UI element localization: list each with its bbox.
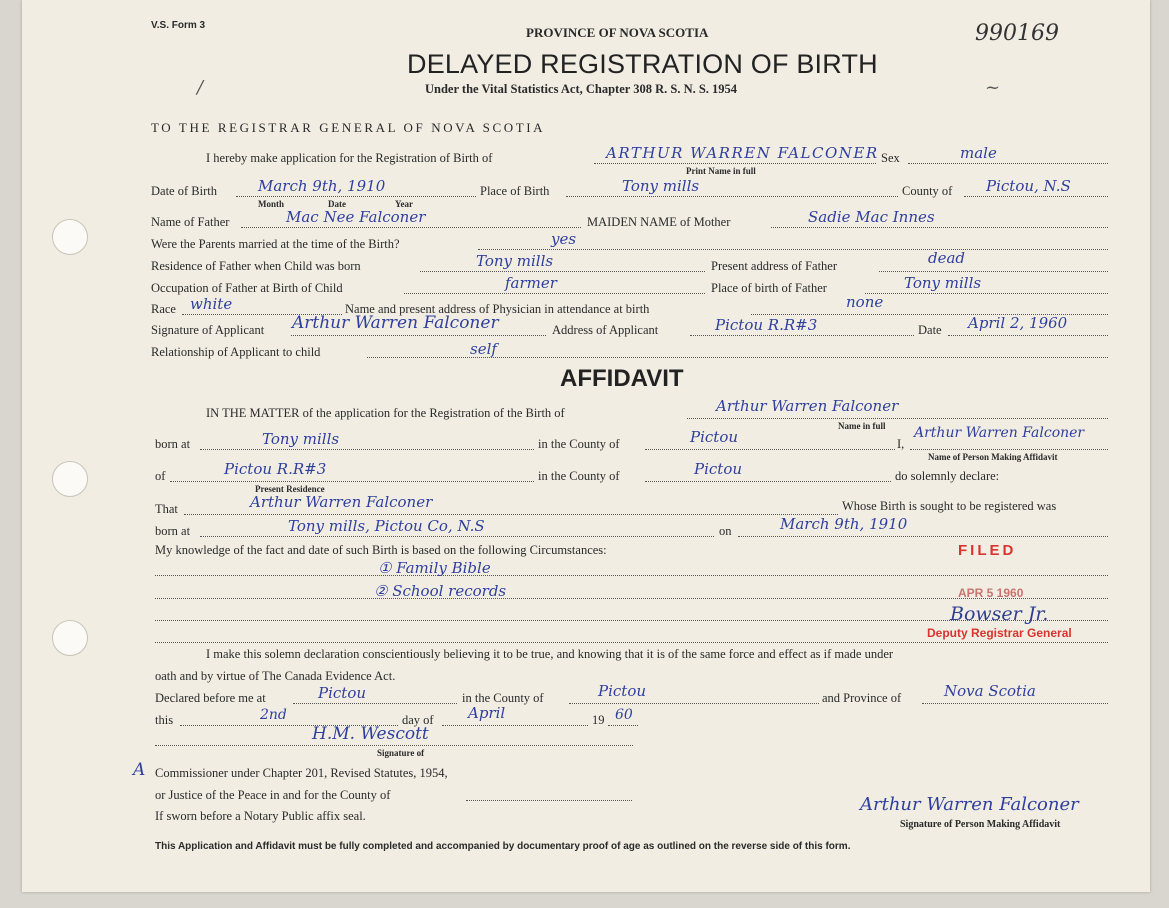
present-father-value: dead (928, 249, 966, 267)
field-line (569, 703, 819, 704)
relationship-label: Relationship of Applicant to child (151, 345, 321, 359)
print-name-caption: Print Name in full (686, 166, 756, 176)
month-caption: Month (258, 199, 285, 209)
in-county-label: in the County of (462, 691, 544, 705)
notary-label: If sworn before a Notary Public affix seal. (155, 809, 366, 823)
occupation-value: farmer (505, 274, 557, 292)
born-on-value: March 9th, 1910 (780, 515, 908, 533)
father-pob-label: Place of birth of Father (711, 281, 827, 295)
whose-birth-label: Whose Birth is sought to be registered was (842, 499, 1057, 513)
day-value: 2nd (260, 707, 287, 723)
commissioner-signature: H.M. Wescott (312, 724, 429, 744)
mother-value: Sadie Mac Innes (808, 208, 935, 226)
field-line (879, 271, 1108, 272)
physician-label: Name and present address of Physician in attendance at birth (345, 302, 650, 316)
father-pob-value: Tony mills (904, 274, 982, 292)
married-label: Were the Parents married at the time of the Birth? (151, 237, 400, 251)
pob-label: Place of Birth (480, 184, 550, 198)
born-at-label: born at (155, 524, 191, 538)
born-at-label: born at (155, 437, 191, 451)
person-caption: Name of Person Making Affidavit (928, 452, 1058, 462)
province-value: Nova Scotia (944, 682, 1036, 700)
justice-label: or Justice of the Peace in and for the County of (155, 788, 391, 802)
applicant-signature: Arthur Warren Falconer (292, 313, 499, 333)
field-line (690, 335, 914, 336)
field-line (155, 575, 1108, 576)
field-line (200, 536, 714, 537)
field-line (478, 249, 1108, 250)
declared-label: Declared before me at (155, 691, 266, 705)
commissioner-mark: A (133, 760, 146, 780)
father-value: Mac Nee Falconer (286, 208, 426, 226)
i-label: I, (897, 437, 905, 451)
addressee: TO THE REGISTRAR GENERAL OF NOVA SCOTIA (151, 120, 546, 135)
field-line (442, 725, 588, 726)
field-line (466, 800, 632, 801)
affidavit-heading: AFFIDAVIT (560, 365, 684, 392)
field-line (291, 335, 546, 336)
footer-note: This Application and Affidavit must be fully completed and accompanied by documentary proof of age as outlined on the reverse side of this form. (155, 841, 851, 852)
signature-label: Signature of Applicant (151, 323, 265, 337)
name-full-caption: Name in full (838, 421, 886, 431)
field-line (645, 481, 891, 482)
circumstance-1: ① Family Bible (378, 559, 491, 577)
field-line (420, 271, 705, 272)
county-label: County of (902, 184, 953, 198)
field-line (155, 642, 1108, 643)
county-value: Pictou, N.S (986, 177, 1071, 195)
occupation-label: Occupation of Father at Birth of Child (151, 281, 343, 295)
deputy-registrar-stamp: Deputy Registrar General (927, 626, 1072, 640)
field-line (910, 449, 1108, 450)
field-line (645, 449, 895, 450)
dob-label: Date of Birth (151, 184, 217, 198)
address-label: Address of Applicant (552, 323, 659, 337)
application-date-label: Date (918, 323, 942, 337)
dob-value: March 9th, 1910 (258, 177, 386, 195)
field-line (908, 163, 1108, 164)
field-line (922, 703, 1108, 704)
declare-label: do solemnly declare: (895, 469, 1000, 483)
declared-at-value: Pictou (318, 684, 367, 702)
in-county-label: in the County of (538, 437, 620, 451)
field-line (200, 449, 534, 450)
county-value-1: Pictou (690, 428, 739, 446)
solemn-declaration-text: I make this solemn declaration conscientiously believing it to be true, and knowing that it is of the same force and effect as if made under (206, 647, 894, 661)
commissioner-label: Commissioner under Chapter 201, Revised Statutes, 1954, (155, 766, 448, 780)
that-value: Arthur Warren Falconer (250, 493, 433, 511)
of-label: of (155, 469, 166, 483)
field-line (293, 703, 457, 704)
in-county-label: in the County of (538, 469, 620, 483)
residence-father-label: Residence of Father when Child was born (151, 259, 361, 273)
field-line (608, 725, 638, 726)
county-value-2: Pictou (694, 460, 743, 478)
solemn-declaration-text-2: oath and by virtue of The Canada Evidence Act. (155, 669, 396, 683)
filed-date-stamp: APR 5 1960 (958, 586, 1024, 600)
father-label: Name of Father (151, 215, 230, 229)
date-caption: Date (328, 199, 346, 209)
that-label: That (155, 502, 178, 516)
field-line (865, 293, 1108, 294)
field-line (241, 227, 581, 228)
deputy-signature: Bowser Jr. (950, 603, 1049, 625)
mother-label: MAIDEN NAME of Mother (587, 215, 731, 229)
present-residence-caption: Present Residence (255, 484, 325, 494)
address-value: Pictou R.R#3 (715, 316, 818, 334)
field-line (170, 481, 534, 482)
pob-value: Tony mills (622, 177, 700, 195)
this-label: this (155, 713, 174, 727)
field-line (236, 196, 476, 197)
province-heading: PROVINCE OF NOVA SCOTIA (526, 25, 709, 40)
year-value: 60 (615, 707, 633, 723)
registration-number: 990169 (975, 21, 1059, 46)
field-line (184, 514, 838, 515)
punch-hole (52, 620, 88, 656)
day-of-label: day of (402, 713, 434, 727)
residence-father-value: Tony mills (476, 252, 554, 270)
page-subtitle: Under the Vital Statistics Act, Chapter 308 R. S. N. S. 1954 (425, 82, 738, 96)
born-at-value: Tony mills (262, 430, 340, 448)
punch-hole (52, 461, 88, 497)
page-title: DELAYED REGISTRATION OF BIRTH (407, 49, 878, 79)
intro-label: I hereby make application for the Registration of Birth of (206, 151, 493, 165)
married-value: yes (551, 230, 577, 248)
affiant-signature-caption: Signature of Person Making Affidavit (900, 819, 1061, 830)
affidavit-child-name: Arthur Warren Falconer (716, 397, 899, 415)
race-value: white (190, 295, 233, 313)
province-label: and Province of (822, 691, 902, 705)
born-at-place-value: Tony mills, Pictou Co, N.S (288, 517, 485, 535)
on-label: on (719, 524, 732, 538)
filed-stamp: FILED (958, 542, 1017, 559)
application-date-value: April 2, 1960 (968, 314, 1068, 332)
field-line (594, 163, 876, 164)
present-residence-value: Pictou R.R#3 (224, 460, 327, 478)
relationship-value: self (470, 340, 497, 358)
signature-of-caption: Signature of (377, 748, 425, 758)
field-line (771, 227, 1108, 228)
child-name-value: ARTHUR WARREN FALCONER (606, 144, 879, 162)
pencil-mark: ~ (985, 77, 1001, 98)
sex-label: Sex (881, 151, 900, 165)
affiant-signature: Arthur Warren Falconer (860, 794, 1079, 815)
race-label: Race (151, 302, 176, 316)
field-line (738, 536, 1108, 537)
punch-hole (52, 219, 88, 255)
knowledge-label: My knowledge of the fact and date of such Birth is based on the following Circumstances: (155, 543, 607, 557)
matter-label: IN THE MATTER of the application for the Registration of the Birth of (206, 406, 565, 420)
pencil-mark: / (197, 77, 204, 98)
affiant-name-value: Arthur Warren Falconer (914, 425, 1085, 441)
field-line (404, 293, 705, 294)
circumstance-2: ② School records (374, 582, 507, 600)
month-value: April (468, 704, 506, 722)
physician-value: none (846, 293, 884, 311)
year-caption: Year (395, 199, 413, 209)
year-prefix-label: 19 (592, 713, 605, 727)
field-line (948, 335, 1108, 336)
field-line (964, 196, 1108, 197)
field-line (566, 196, 898, 197)
sex-value: male (960, 144, 997, 162)
field-line (155, 745, 633, 746)
form-number: V.S. Form 3 (151, 20, 206, 31)
present-father-label: Present address of Father (711, 259, 838, 273)
field-line (687, 418, 1108, 419)
county-value-3: Pictou (598, 682, 647, 700)
